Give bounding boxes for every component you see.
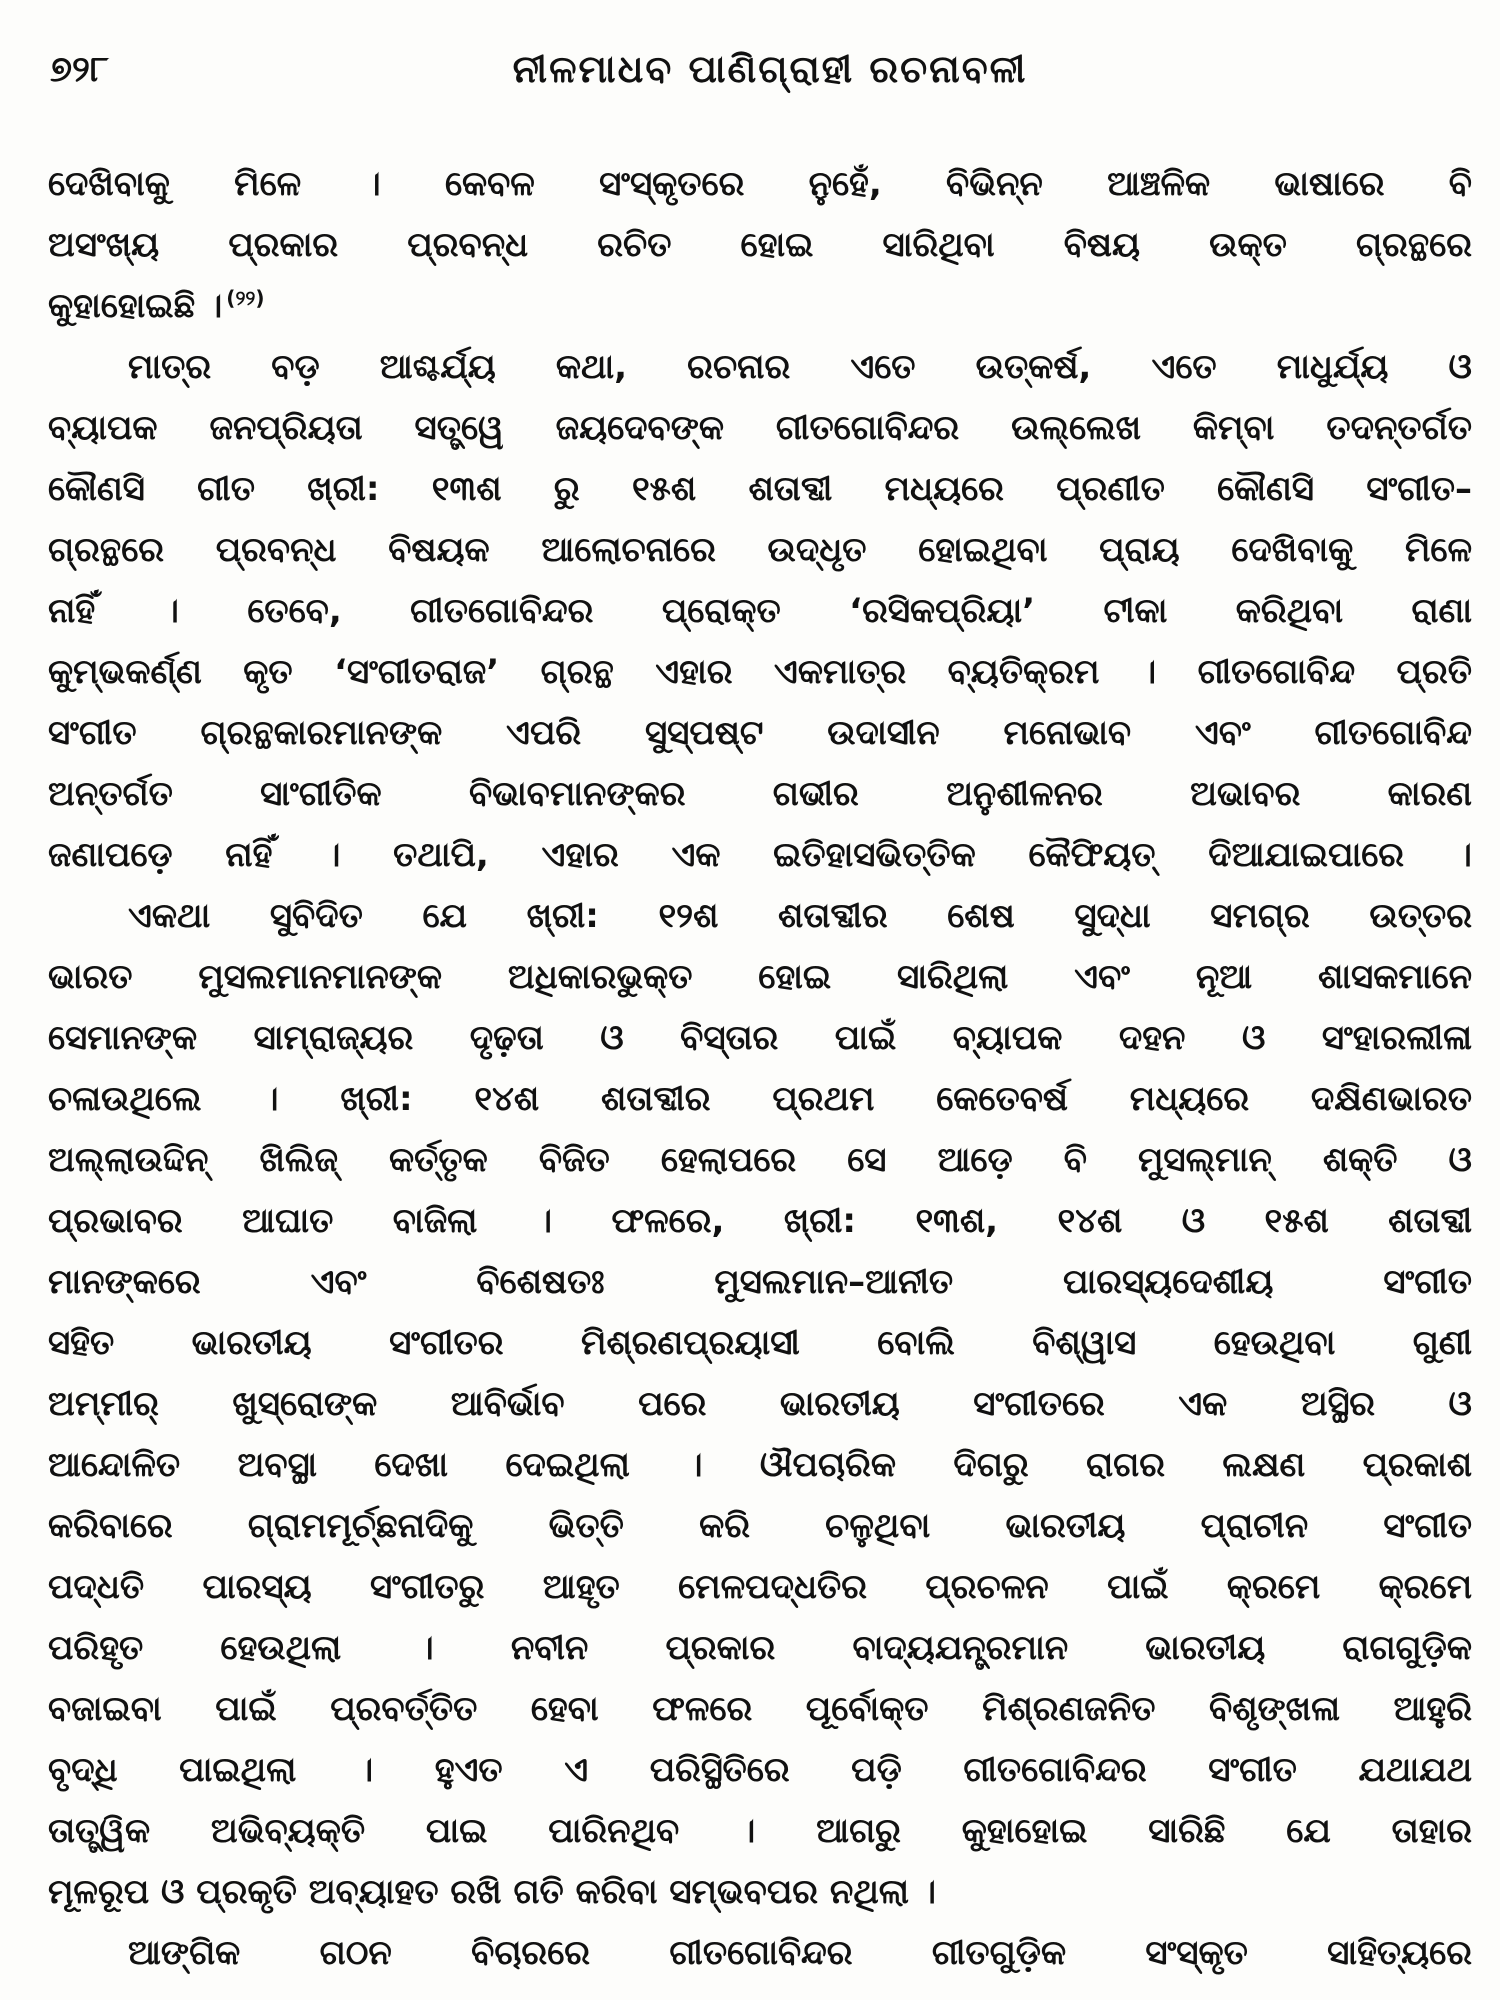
text-line: ଦେଖିବାକୁ ମିଳେ । କେବଳ ସଂସ୍କୃତରେ ନୁହେଁ, ବିଭିନ୍ନ ଆଞ୍ଚଳିକ ଭାଷାରେ ବି xyxy=(48,164,1472,204)
text-line: ବଜାଇବା ପାଇଁ ପ୍ରବର୍ତ୍ତିତ ହେବା ଫଳରେ ପୂର୍ବୋକ୍ତ ମିଶ୍ରଣଜନିତ ବିଶୃଙ୍ଖଳା ଆହୁରି xyxy=(48,1689,1472,1729)
paragraph-first-line: ମାତ୍ର ବଡ଼ ଆଶ୍ଚର୍ଯ୍ୟ କଥା, ରଚନାର ଏତେ ଉତ୍କର୍ଷ, ଏତେ ମାଧୁର୍ଯ୍ୟ ଓ xyxy=(128,347,1472,387)
text-line: ଗ୍ରନ୍ଥରେ ପ୍ରବନ୍ଧ ବିଷୟକ ଆଲୋଚନାରେ ଉଦ୍ଧୃତ ହୋଇଥିବା ପ୍ରାୟ ଦେଖିବାକୁ ମିଳେ xyxy=(48,530,1472,570)
text-line: ଜଣାପଡ଼େ ନାହିଁ । ତଥାପି, ଏହାର ଏକ ଇତିହାସଭିତ୍ତିକ କୈଫିୟତ୍ ଦିଆଯାଇପାରେ । xyxy=(48,835,1472,875)
text-line: ଭାରତ ମୁସଲମାନମାନଙ୍କ ଅଧିକାରଭୁକ୍ତ ହୋଇ ସାରିଥିଲା ଏବଂ ନୂଆ ଶାସକମାନେ xyxy=(48,957,1472,997)
text-line: କୌଣସି ଗୀତ ଖ୍ରୀ: ୧୩ଶ ରୁ ୧୫ଶ ଶତାବ୍ଦୀ ମଧ୍ୟରେ ପ୍ରଣୀତ କୌଣସି ସଂଗୀତ– xyxy=(48,469,1472,509)
paragraph-first-line: ଆଙ୍ଗିକ ଗଠନ ବିଚାରରେ ଗୀତଗୋବିନ୍ଦର ଗୀତଗୁଡ଼ିକ ସଂସ୍କୃତ ସାହିତ୍ୟରେ xyxy=(128,1933,1472,1973)
text-body xyxy=(48,154,1472,1984)
text-line xyxy=(48,276,1472,337)
page-header xyxy=(0,40,1500,100)
text-line: ତାତ୍ତ୍ୱିକ ଅଭିବ୍ୟକ୍ତି ପାଇ ପାରିନଥିବ । ଆଗରୁ କୁହାହୋଇ ସାରିଛି ଯେ ତାହାର xyxy=(48,1811,1472,1851)
text-line-content: କୁହାହୋଇଛି । xyxy=(48,286,223,326)
text-line: ମାନଙ୍କରେ ଏବଂ ବିଶେଷତଃ ମୁସଲମାନ–ଆନୀତ ପାରସ୍ୟଦେଶୀୟ ସଂଗୀତ xyxy=(48,1262,1472,1302)
footnote-marker: (୨୨) xyxy=(226,285,265,310)
text-line: ସେମାନଙ୍କ ସାମ୍ରାଜ୍ୟର ଦୃଢ଼ତା ଓ ବିସ୍ତାର ପାଇଁ ବ୍ୟାପକ ଦହନ ଓ ସଂହାରଲୀଳା xyxy=(48,1018,1472,1058)
text-line: ପରିହୃତ ହେଉଥିଲା । ନବୀନ ପ୍ରକାର ବାଦ୍ୟଯନ୍ତ୍ରମାନ ଭାରତୀୟ ରାଗଗୁଡ଼ିକ xyxy=(48,1628,1472,1668)
running-title: ନୀଳମାଧବ ପାଣିଗ୍ରାହୀ ରଚନାବଳୀ xyxy=(512,47,1028,91)
text-line: ଅଲ୍ଲାଉଦ୍ଦିନ୍ ଖିଲିଜ୍ କର୍ତ୍ତୃକ ବିଜିତ ହେଲାପରେ ସେ ଆଡ଼େ ବି ମୁସଲ୍‌ମାନ୍ ଶକ୍ତି ଓ xyxy=(48,1140,1472,1180)
text-line: ପଦ୍ଧତି ପାରସ୍ୟ ସଂଗୀତରୁ ଆହୃତ ମେଳପଦ୍ଧତିର ପ୍ରଚଳନ ପାଇଁ କ୍ରମେ କ୍ରମେ xyxy=(48,1567,1472,1607)
text-line: ସହିତ ଭାରତୀୟ ସଂଗୀତର ମିଶ୍ରଣପ୍ରୟାସୀ ବୋଲି ବିଶ୍ୱାସ ହେଉଥିବା ଗୁଣୀ xyxy=(48,1323,1472,1363)
text-line: ମୂଳରୂପ ଓ ପ୍ରକୃତି ଅବ୍ୟାହତ ରଖି ଗତି କରିବା ସମ୍ଭବପର ନଥିଲା । xyxy=(48,1872,937,1912)
text-line: ଅନ୍ତର୍ଗତ ସାଂଗୀତିକ ବିଭାବମାନଙ୍କର ଗଭୀର ଅନୁଶୀଳନର ଅଭାବର କାରଣ xyxy=(48,774,1472,814)
text-line: ପ୍ରଭାବର ଆଘାତ ବାଜିଲା । ଫଳରେ, ଖ୍ରୀ: ୧୩ଶ, ୧୪ଶ ଓ ୧୫ଶ ଶତାବ୍ଦୀ xyxy=(48,1201,1472,1241)
text-line: ଆନ୍ଦୋଳିତ ଅବସ୍ଥା ଦେଖା ଦେଇଥିଲା । ଔପଚାରିକ ଦିଗରୁ ରାଗର ଲକ୍ଷଣ ପ୍ରକାଶ xyxy=(48,1445,1472,1485)
text-line: ନାହିଁ । ତେବେ, ଗୀତଗୋବିନ୍ଦର ପ୍ରୋକ୍ତ ‘ରସିକପ୍ରିୟା’ ଟୀକା କରିଥିବା ରାଣା xyxy=(48,591,1472,631)
text-line: ବୃଦ୍ଧି ପାଇଥିଲା । ହୁଏତ ଏ ପରିସ୍ଥିତିରେ ପଡ଼ି ଗୀତଗୋବିନ୍ଦର ସଂଗୀତ ଯଥାଯଥ xyxy=(48,1750,1472,1790)
text-line: କରିବାରେ ଗ୍ରାମମୂର୍ଚ୍ଛନାଦିକୁ ଭିତ୍ତି କରି ଚଳୁଥିବା ଭାରତୀୟ ପ୍ରାଚୀନ ସଂଗୀତ xyxy=(48,1506,1472,1546)
text-line: ସଂଗୀତ ଗ୍ରନ୍ଥକାରମାନଙ୍କ ଏପରି ସୁସ୍ପଷ୍ଟ ଉଦାସୀନ ମନୋଭାବ ଏବଂ ଗୀତଗୋବିନ୍ଦ xyxy=(48,713,1472,753)
text-line: ବ୍ୟାପକ ଜନପ୍ରିୟତା ସତ୍ତ୍ୱେ ଜୟଦେବଙ୍କ ଗୀତଗୋବିନ୍ଦର ଉଲ୍ଲେଖ କିମ୍ବା ତଦନ୍ତର୍ଗତ xyxy=(48,408,1472,448)
paragraph-first-line: ଏକଥା ସୁବିଦିତ ଯେ ଖ୍ରୀ: ୧୨ଶ ଶତାବ୍ଦୀର ଶେଷ ସୁଦ୍ଧା ସମଗ୍ର ଉତ୍ତର xyxy=(128,896,1472,936)
text-line: କୁମ୍ଭକର୍ଣ୍ଣ କୃତ ‘ସଂଗୀତରାଜ’ ଗ୍ରନ୍ଥ ଏହାର ଏକମାତ୍ର ବ୍ୟତିକ୍ରମ । ଗୀତଗୋବିନ୍ଦ ପ୍ରତି xyxy=(48,652,1472,692)
text-line: ଚଳାଉଥିଲେ । ଖ୍ରୀ: ୧୪ଶ ଶତାବ୍ଦୀର ପ୍ରଥମ କେତେବର୍ଷ ମଧ୍ୟରେ ଦକ୍ଷିଣଭାରତ xyxy=(48,1079,1472,1119)
page-number: ୭୨୮ xyxy=(50,49,109,90)
text-line: ଅସଂଖ୍ୟ ପ୍ରକାର ପ୍ରବନ୍ଧ ରଚିତ ହୋଇ ସାରିଥିବା ବିଷୟ ଉକ୍ତ ଗ୍ରନ୍ଥରେ xyxy=(48,225,1472,265)
text-line: ଅମ୍ମୀର୍ ଖୁସ୍‌ରୋଙ୍କ ଆବିର୍ଭାବ ପରେ ଭାରତୀୟ ସଂଗୀତରେ ଏକ ଅସ୍ଥିର ଓ xyxy=(48,1384,1472,1424)
